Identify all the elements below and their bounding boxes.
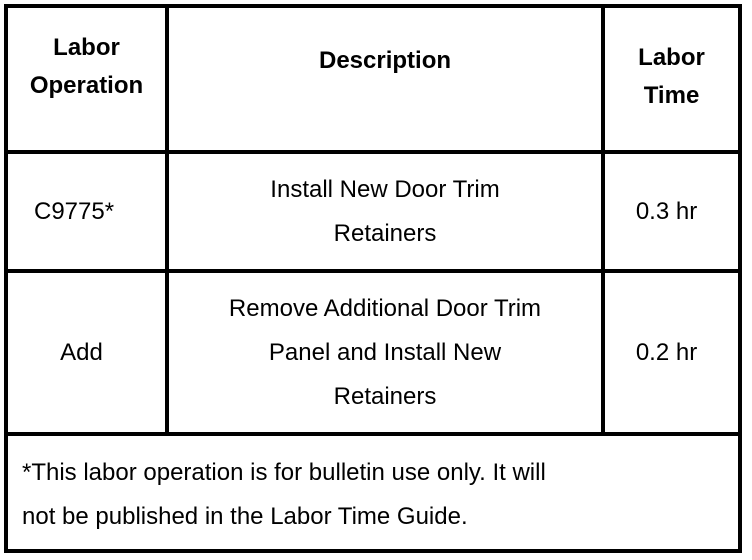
footnote-line2: not be published in the Labor Time Guide.: [22, 502, 468, 530]
description-line: Panel and Install New: [268, 338, 502, 366]
labor-operation-header-line1: Labor: [53, 34, 120, 61]
labor-time-header-line2: Time: [643, 82, 700, 109]
table-row: [6, 152, 740, 271]
description-line: Retainers: [333, 382, 437, 410]
description-cell: [167, 152, 603, 271]
labor-time-cell: 0.2 hr: [603, 271, 740, 434]
labor-operation-header-line2: Operation: [29, 72, 144, 99]
description-header: Description: [167, 6, 603, 152]
labor-operation-table: [4, 4, 742, 553]
labor-operation-cell: Add: [6, 271, 167, 434]
footnote-row: [6, 434, 740, 551]
labor-operation-cell: C9775*: [6, 152, 167, 271]
header-row: [6, 6, 740, 152]
labor-time-header-line1: Labor: [638, 44, 705, 71]
footnote-line1: *This labor operation is for bulletin use only. It will: [22, 458, 546, 486]
labor-time-header: [603, 6, 740, 152]
description-line: Install New Door Trim: [270, 175, 500, 203]
labor-time-cell: 0.3 hr: [603, 152, 740, 271]
description-line: Remove Additional Door Trim: [228, 294, 542, 322]
description-cell: [167, 271, 603, 434]
table-row: [6, 271, 740, 434]
description-line: Retainers: [333, 219, 437, 247]
footnote: [6, 434, 740, 551]
labor-operation-header: [6, 6, 167, 152]
